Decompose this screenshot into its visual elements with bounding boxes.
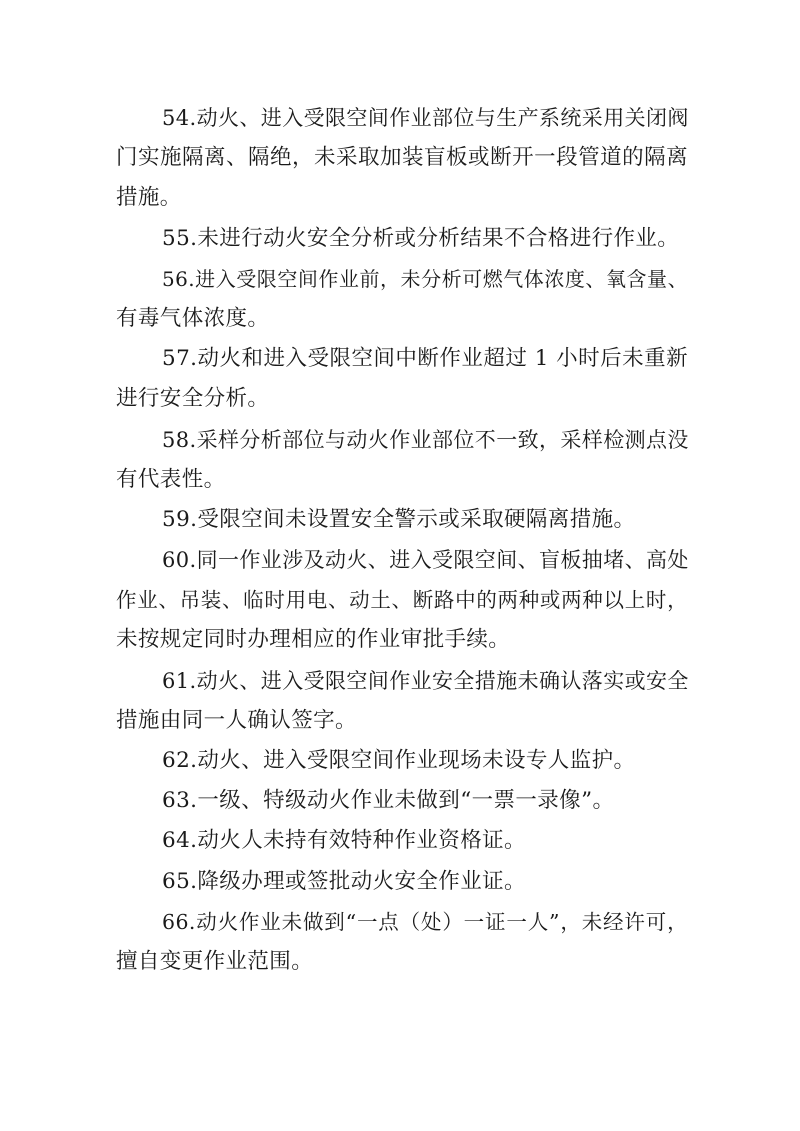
- regulation-item: [116, 259, 688, 339]
- regulation-item: [116, 500, 688, 540]
- item-text-first-line: 64.动火人未持有效特种作业资格证。: [162, 828, 526, 854]
- item-text-continuation-line: 措施由同一人确认签字。: [116, 707, 357, 733]
- item-text-continuation-line: 未按规定同时办理相应的作业审批手续。: [116, 627, 511, 653]
- item-text-continuation-line: 措施。: [116, 185, 182, 211]
- item-text-first-line: 62.动火、进入受限空间作业现场未设专人监护。: [162, 748, 636, 773]
- regulation-item: [116, 862, 688, 902]
- item-text-first-line: 60.同一作业涉及动火、进入受限空间、盲板抽堵、高处: [162, 548, 689, 573]
- regulation-item: [116, 219, 688, 259]
- regulation-item-list: [116, 98, 688, 982]
- regulation-item: [116, 741, 688, 781]
- regulation-item: [116, 661, 688, 741]
- item-text-first-line: 55.未进行动火安全分析或分析结果不合格进行作业。: [162, 225, 680, 251]
- item-text-first-line: 56.进入受限空间作业前，未分析可燃气体浓度、氧含量、: [162, 266, 688, 291]
- item-text-first-line: 59.受限空间未设置安全警示或采取硬隔离措施。: [162, 506, 636, 532]
- regulation-item: [116, 339, 688, 419]
- regulation-item: [116, 781, 688, 821]
- item-text-first-line: 54.动火、进入受限空间作业部位与生产系统采用关闭阀: [162, 106, 689, 130]
- item-text-continuation-line: 门实施隔离、隔绝，未采取加装盲板或断开一段管道的隔离: [116, 145, 688, 171]
- item-text-first-line: 65.降级办理或签批动火安全作业证。: [162, 868, 526, 894]
- regulation-item: [116, 420, 688, 500]
- item-text-continuation-line: 作业、吊装、临时用电、动土、断路中的两种或两种以上时，: [116, 588, 688, 613]
- regulation-item: [116, 902, 688, 982]
- item-text-first-line: 66.动火作业未做到“一点（处）一证一人”，未经许可，: [162, 909, 688, 934]
- item-text-continuation-line: 有代表性。: [116, 466, 226, 492]
- item-text-continuation-line: 进行安全分析。: [116, 386, 270, 412]
- item-text-first-line: 63.一级、特级动火作业未做到“一票一录像”。: [162, 788, 615, 814]
- item-text-first-line: 61.动火、进入受限空间作业安全措施未确认落实或安全: [162, 668, 689, 693]
- item-text-first-line: 58.采样分析部位与动火作业部位不一致，采样检测点没: [162, 427, 689, 452]
- item-text-first-line: 57.动火和进入受限空间中断作业超过 1 小时后未重新: [162, 346, 688, 372]
- item-text-continuation-line: 擅自变更作业范围。: [116, 948, 314, 974]
- item-text-continuation-line: 有毒气体浓度。: [116, 305, 270, 331]
- regulation-item: [116, 540, 688, 661]
- regulation-item: [116, 98, 688, 219]
- regulation-item: [116, 821, 688, 861]
